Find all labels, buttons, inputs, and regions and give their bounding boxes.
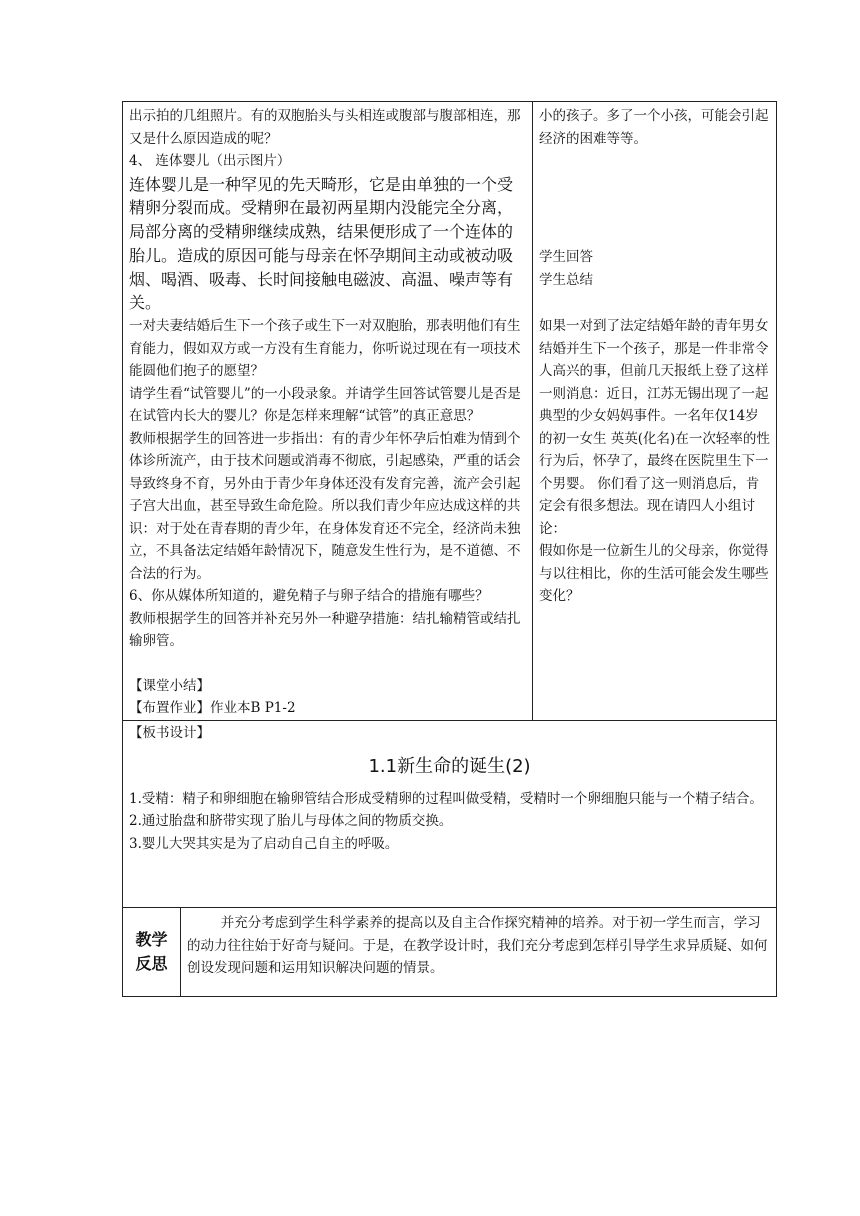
board-design-cell — [123, 720, 777, 908]
board-item-1: 1.受精：精子和卵细胞在输卵管结合形成受精卵的过程叫做受精，受精时一个卵细胞只能与一个精子结合。 — [129, 790, 763, 807]
paragraph-teacher-note: 教师根据学生的回答进一步指出：有的青少年怀孕后怕难为情到个体诊所流产，由于技术问题或消毒不彻底，引起感染，严重的话会导致终身不育，另外由于青少年身体还没有发育完善，流产会引起子宫大出血，甚至导致生命危险。所以我们青少年应达成这样的共识：对于处在青春期的青少年，在身体发育还不完全，经济尚未独立，不具备法定结婚年龄情况下，随意发生性行为，是不道德、不合法的行为。 — [129, 430, 521, 582]
reflection-text: 并充分考虑到学生科学素养的提高以及自主合作探究精神的培养。对于初一学生而言，学习的动力往往始于好奇与疑问。于是，在教学设计时，我们充分考虑到怎样引导学生求异质疑、如何创设发现问题和运用知识解决问题的情景。 — [187, 915, 768, 977]
paragraph-conjoined-explanation: 连体婴儿是一种罕见的先天畸形，它是由单独的一个受精卵分裂而成。受精卵在最初两星期内没能完全分离，局部分离的受精卵继续成熟，结果便形成了一个连体的胎儿。造成的原因可能与母亲在怀孕期间主动或被动吸烟、喝酒、吸毒、长时间接触电磁波、高温、噪声等有关。 — [129, 174, 514, 313]
student-text-economy: 小的孩子。多了一个小孩，可能会引起经济的困难等等。 — [539, 108, 769, 147]
paragraph-conjoined-heading: 4、 连体婴儿（出示图片） — [129, 153, 291, 169]
lesson-plan-table — [122, 101, 777, 997]
paragraph-contraception: 教师根据学生的回答并补充另外一种避孕措施：结扎输精管或结扎输卵管。 — [129, 610, 521, 650]
board-item-3: 3.婴儿大哭其实是为了启动自己自主的呼吸。 — [129, 835, 399, 852]
reflection-label-line1: 教学 — [135, 930, 168, 950]
student-summary: 学生总结 — [539, 271, 593, 288]
board-design-heading: 【板书设计】 — [129, 724, 210, 741]
homework-label: 【布置作业】作业本B P1-2 — [129, 700, 296, 717]
teacher-activity-cell — [123, 102, 533, 721]
board-title: 1.1新生命的诞生(2) — [368, 755, 531, 777]
paragraph-photos: 出示拍的几组照片。有的双胞胎头与头相连或腹部与腹部相连，那又是什么原因造成的呢？ — [129, 108, 521, 147]
reflection-text-cell — [181, 908, 777, 997]
reflection-label-line2: 反思 — [135, 954, 168, 974]
student-news-story: 如果一对到了法定结婚年龄的青年男女结婚并生下一个孩子，那是一件非常令人高兴的事，但前几天报纸上登了这样一则消息：近日，江苏无锡出现了一起典型的少女妈妈事件。一名年仅14岁的初一女生 英英(化名)在一次轻率的性行为后，怀孕了，最终在医院里生下一个男婴。 你们看了这一则消息后，肯定会有很多想法。现在请四人小组讨论： — [539, 318, 770, 537]
student-discussion-question: 假如你是一位新生儿的父母亲，你觉得与以往相比，你的生活可能会发生哪些变化？ — [539, 543, 769, 604]
reflection-label-cell — [123, 908, 181, 997]
reflection-row — [123, 908, 777, 997]
paragraph-fertility: 一对夫妻结婚后生下一个孩子或生下一对双胞胎，那表明他们有生育能力，假如双方或一方没有生育能力，你听说过现在有一项技术能圆他们抱子的愿望？ — [129, 318, 521, 380]
class-summary-label: 【课堂小结】 — [129, 677, 210, 694]
student-activity-cell — [533, 102, 777, 721]
paragraph-question-6: 6、你从媒体所知道的，避免精子与卵子结合的措施有哪些？ — [129, 588, 489, 605]
board-design-row — [123, 720, 777, 908]
board-item-2: 2.通过胎盘和脐带实现了胎儿与母体之间的物质交换。 — [129, 813, 453, 830]
lesson-row — [123, 102, 777, 721]
paragraph-test-tube: 请学生看“试管婴儿”的一小段录象。并请学生回答试管婴儿是否是在试管内长大的婴儿？你是怎样来理解“试管”的真正意思？ — [129, 385, 521, 425]
student-answer: 学生回答 — [539, 249, 593, 265]
